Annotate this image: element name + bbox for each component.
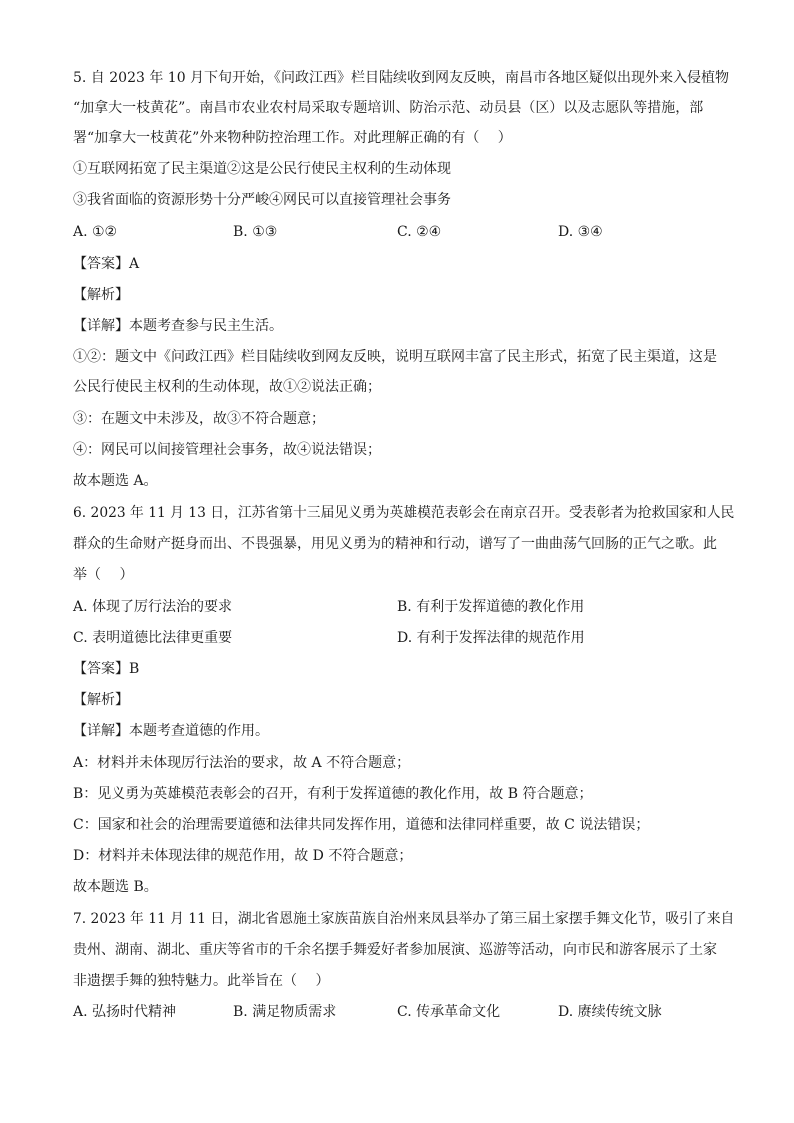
q5-detail-line-5: ④：网民可以间接管理社会事务，故④说法错误； <box>73 442 381 458</box>
q6-stem-line-1: 6. 2023 年 11 月 13 日，江苏省第十三届见义勇为英雄模范表彰会在南京召开。受表彰者为抢救国家和人民 <box>73 505 735 521</box>
q6-detail-line-6: 故本题选 B。 <box>73 879 158 895</box>
q7-stem-line-3: 非遗摆手舞的独特魅力。此举旨在（ ） <box>73 973 330 989</box>
q6-stem-line-2: 群众的生命财产挺身而出、不畏强暴，用见义勇为的精神和行动，谱写了一曲曲荡气回肠的正气之歌。此 <box>73 536 717 552</box>
q5-option-c: C. ②④ <box>397 224 442 240</box>
q6-option-c: C. 表明道德比法律更重要 <box>73 630 233 646</box>
q6-detail-line-4: C：国家和社会的治理需要道德和法律共同发挥作用，道德和法律同样重要，故 C 说法错误； <box>73 817 650 833</box>
q6-detail-line-5: D：材料并未体现法律的规范作用，故 D 不符合题意； <box>73 848 413 864</box>
q5-answer: 【答案】A <box>73 256 140 272</box>
q6-answer: 【答案】B <box>73 661 140 677</box>
q5-analysis-heading: 【解析】 <box>73 287 129 303</box>
q5-detail-line-2: ①②：题文中《问政江西》栏目陆续收到网友反映，说明互联网丰富了民主形式，拓宽了民主渠道，这是 <box>73 349 717 365</box>
q5-detail-line-4: ③：在题文中未涉及，故③不符合题意； <box>73 411 325 427</box>
q6-detail-line-2: A：材料并未体现厉行法治的要求，故 A 不符合题意； <box>73 755 411 771</box>
q5-option-b: B. ①③ <box>233 224 278 240</box>
q7-stem-line-2: 贵州、湖南、湖北、重庆等省市的千余名摆手舞爱好者参加展演、巡游等活动，向市民和游客展示了土家 <box>73 942 717 958</box>
q6-option-b: B. 有利于发挥道德的教化作用 <box>397 599 585 615</box>
q6-detail-line-3: B：见义勇为英雄模范表彰会的召开，有利于发挥道德的教化作用，故 B 符合题意； <box>73 786 593 802</box>
q7-stem-line-1: 7. 2023 年 11 月 11 日，湖北省恩施土家族苗族自治州来凤县举办了第三届土家摆手舞文化节，吸引了来自 <box>73 911 735 927</box>
q5-option-a: A. ①② <box>73 224 118 240</box>
q7-option-c: C. 传承革命文化 <box>397 1004 501 1020</box>
q7-option-b: B. 满足物质需求 <box>233 1004 337 1020</box>
q5-statement-line-2: ③我省面临的资源形势十分严峻④网民可以直接管理社会事务 <box>73 192 451 208</box>
q5-detail-line-6: 故本题选 A。 <box>73 473 158 489</box>
q7-option-d: D. 赓续传统文脉 <box>558 1004 662 1020</box>
q6-option-a: A. 体现了厉行法治的要求 <box>73 599 233 615</box>
q6-analysis-heading: 【解析】 <box>73 692 129 708</box>
q6-option-d: D. 有利于发挥法律的规范作用 <box>397 630 585 646</box>
q5-detail-line-3: 公民行使民主权利的生动体现，故①②说法正确； <box>73 379 381 395</box>
q5-stem-line-2: “加拿大一枝黄花”。南昌市农业农村局采取专题培训、防治示范、动员县（区）以及志愿队等措施，部 <box>73 100 704 116</box>
q5-stem-line-1: 5. 自 2023 年 10 月下旬开始，《问政江西》栏目陆续收到网友反映，南昌市各地区疑似出现外来入侵植物 <box>73 70 730 86</box>
q5-option-d: D. ③④ <box>558 224 603 240</box>
q7-option-a: A. 弘扬时代精神 <box>73 1004 177 1020</box>
q6-detail-line-1: 【详解】本题考查道德的作用。 <box>73 723 269 739</box>
q5-statement-line-1: ①互联网拓宽了民主渠道②这是公民行使民主权利的生动体现 <box>73 161 451 177</box>
q5-detail-line-1: 【详解】本题考查参与民主生活。 <box>73 318 283 334</box>
q6-stem-line-3: 举（ ） <box>73 567 134 583</box>
q5-stem-line-3: 署“加拿大一枝黄花”外来物种防控治理工作。对此理解正确的有（ ） <box>73 130 512 146</box>
